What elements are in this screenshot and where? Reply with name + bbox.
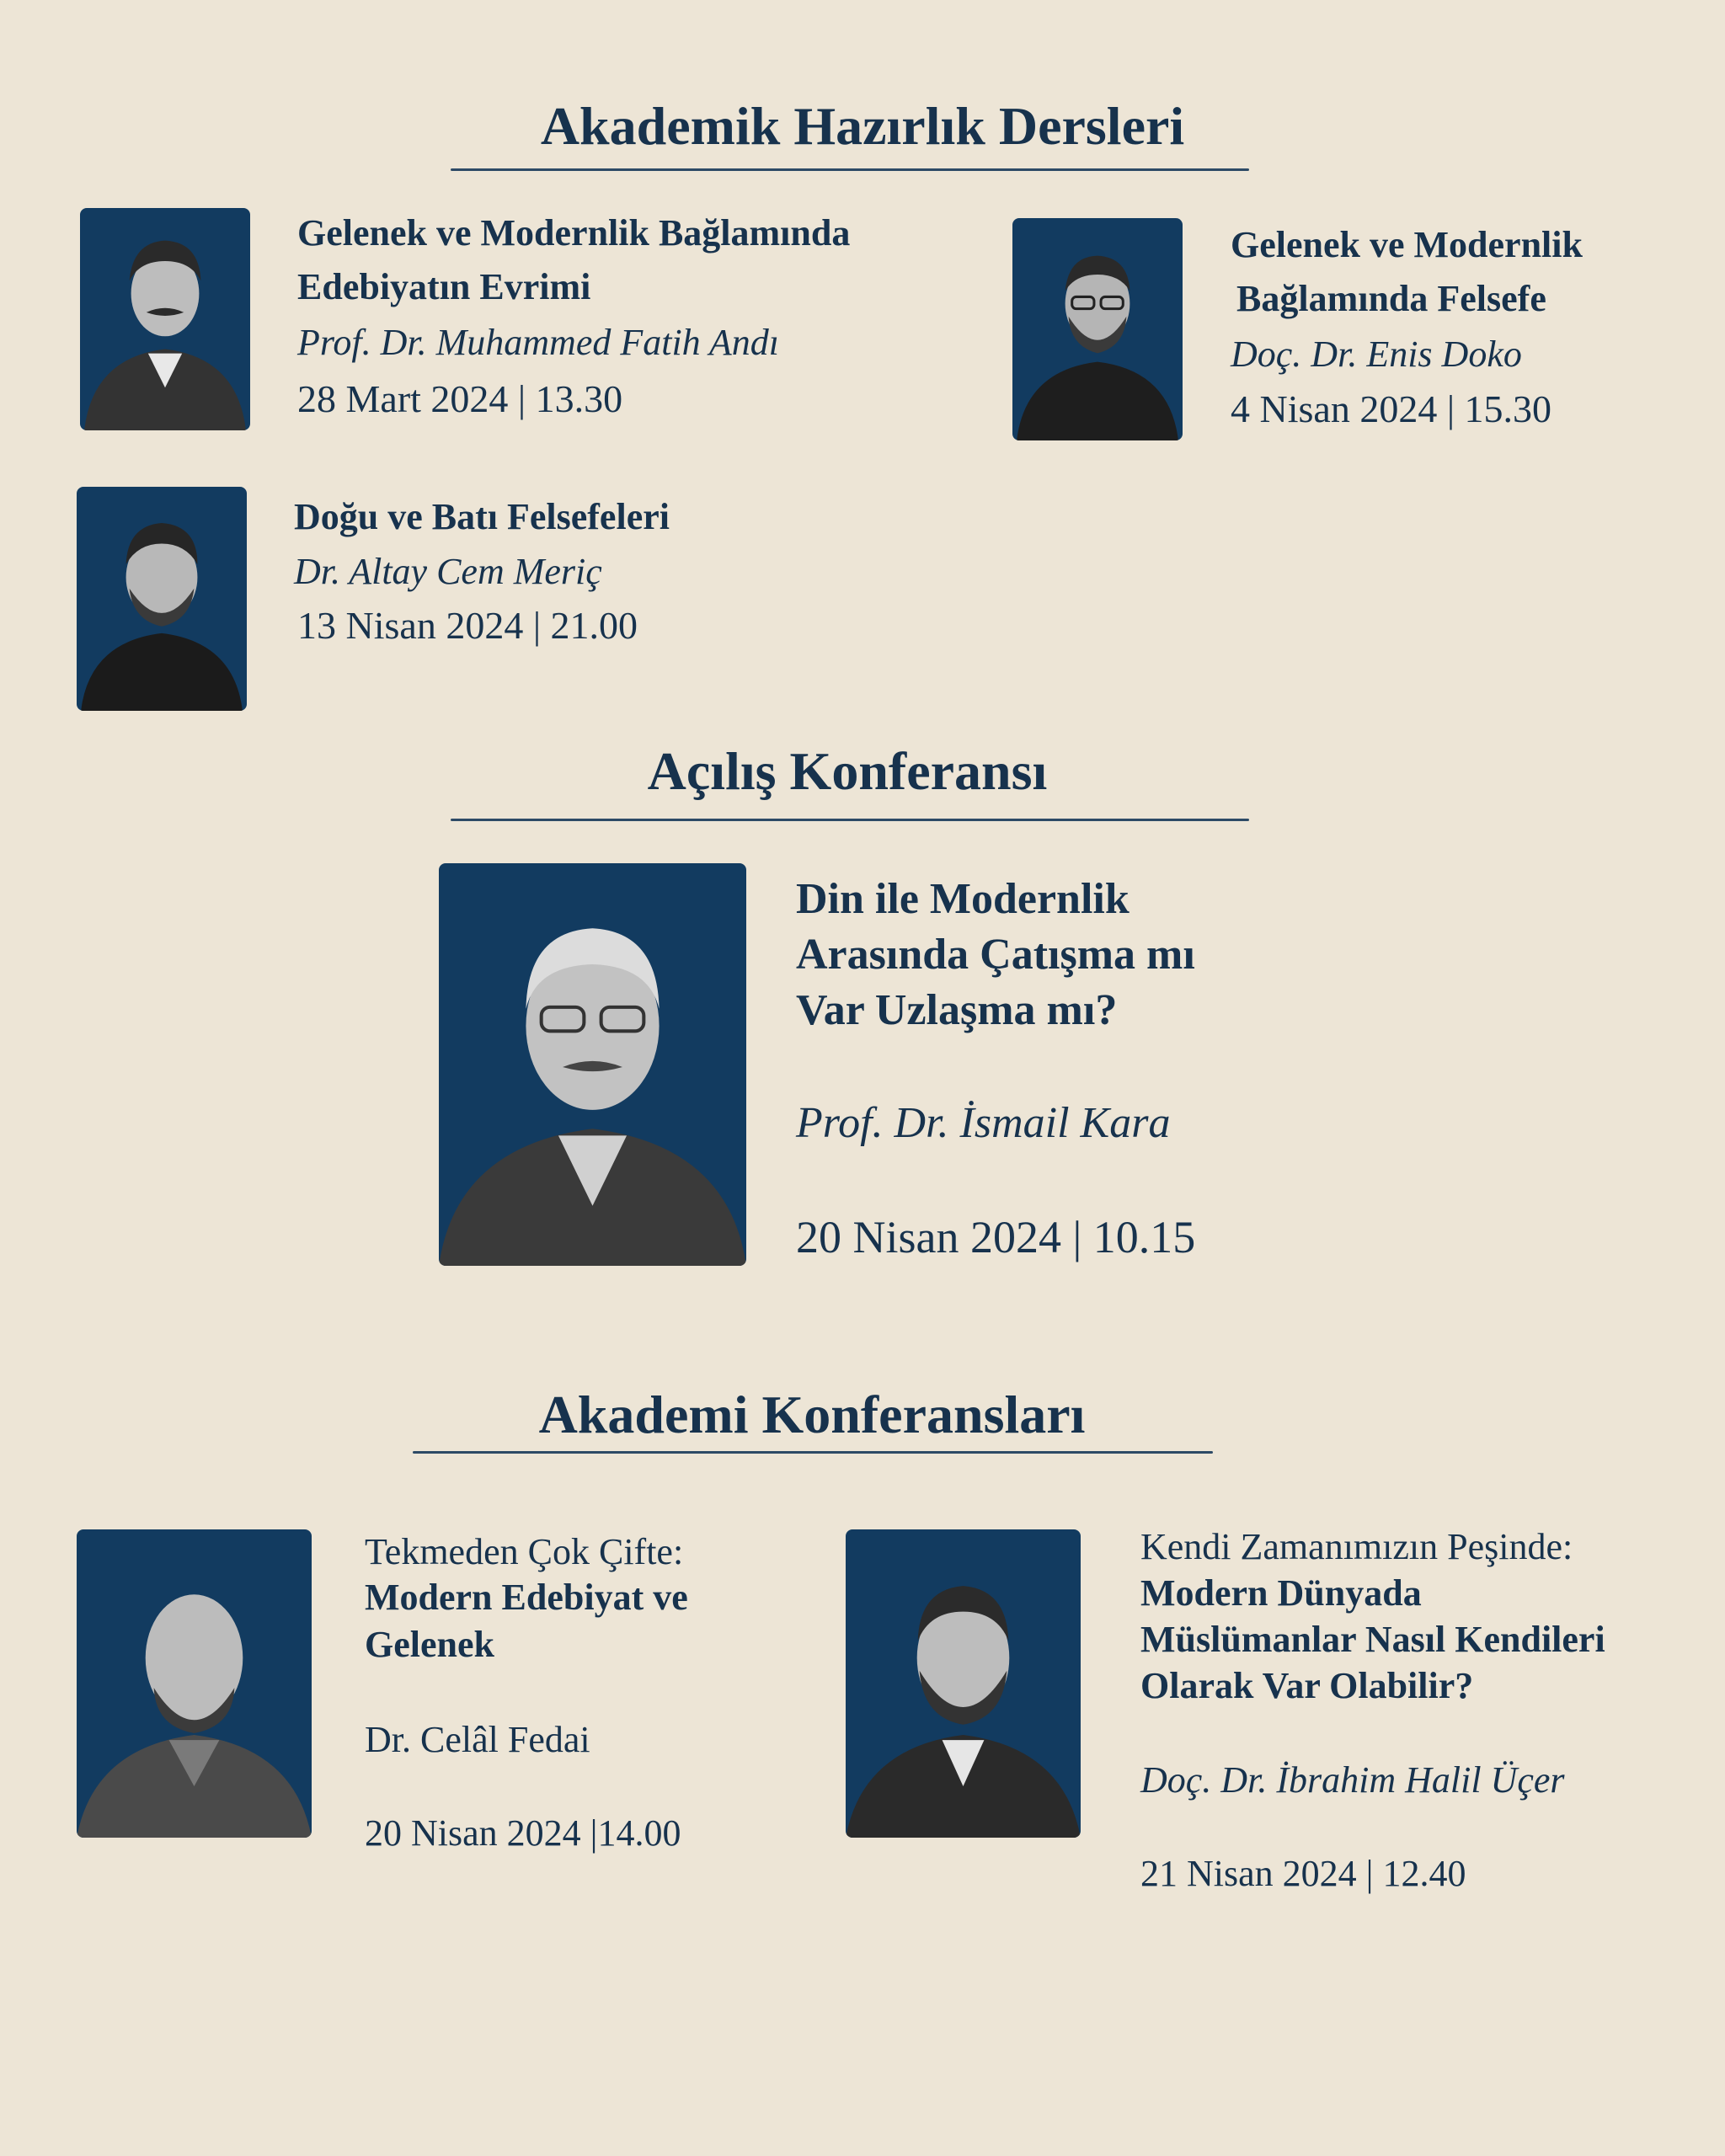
section-divider — [451, 819, 1249, 821]
section-divider — [413, 1451, 1213, 1454]
section-divider — [451, 168, 1249, 171]
speaker-photo-fedai — [77, 1529, 312, 1838]
talk-datetime: 21 Nisan 2024 | 12.40 — [1140, 1853, 1466, 1894]
lecture-title: Edebiyatın Evrimi — [297, 266, 591, 307]
opening-datetime: 20 Nisan 2024 | 10.15 — [796, 1212, 1196, 1262]
talk-speaker: Doç. Dr. İbrahim Halil Üçer — [1140, 1759, 1565, 1801]
lecture-title: Doğu ve Batı Felsefeleri — [294, 496, 670, 537]
talk-title: Müslümanlar Nasıl Kendileri — [1140, 1619, 1605, 1660]
speaker-photo-meric — [77, 487, 247, 711]
talk-subtitle: Tekmeden Çok Çifte: — [365, 1531, 684, 1572]
talk-subtitle: Kendi Zamanımızın Peşinde: — [1140, 1526, 1573, 1567]
speaker-photo-andi — [80, 208, 250, 430]
lecture-speaker: Dr. Altay Cem Meriç — [294, 551, 602, 592]
talk-title: Modern Edebiyat ve — [365, 1577, 688, 1618]
speaker-photo-doko — [1012, 218, 1183, 440]
lecture-datetime: 28 Mart 2024 | 13.30 — [297, 377, 623, 420]
talk-speaker: Dr. Celâl Fedai — [365, 1719, 590, 1760]
talk-datetime: 20 Nisan 2024 |14.00 — [365, 1812, 681, 1854]
talk-title: Modern Dünyada — [1140, 1572, 1422, 1614]
lecture-speaker: Doç. Dr. Enis Doko — [1231, 334, 1522, 375]
opening-title: Var Uzlaşma mı? — [796, 986, 1118, 1034]
lecture-title: Gelenek ve Modernlik — [1231, 224, 1583, 265]
lecture-speaker: Prof. Dr. Muhammed Fatih Andı — [297, 322, 779, 363]
lecture-title: Bağlamında Felsefe — [1236, 278, 1546, 319]
talk-title: Gelenek — [365, 1624, 494, 1665]
lecture-datetime: 4 Nisan 2024 | 15.30 — [1231, 387, 1552, 430]
lecture-datetime: 13 Nisan 2024 | 21.00 — [297, 604, 638, 647]
section-title-prep: Akademik Hazırlık Dersleri — [540, 96, 1185, 156]
speaker-photo-kara — [439, 863, 746, 1266]
section-title-opening: Açılış Konferansı — [647, 741, 1048, 801]
opening-title: Arasında Çatışma mı — [796, 931, 1195, 979]
opening-title: Din ile Modernlik — [796, 875, 1130, 923]
talk-title: Olarak Var Olabilir? — [1140, 1665, 1474, 1706]
speaker-photo-ucer — [846, 1529, 1081, 1838]
section-title-academy: Akademi Konferansları — [538, 1385, 1086, 1444]
opening-speaker: Prof. Dr. İsmail Kara — [796, 1099, 1171, 1147]
lecture-title: Gelenek ve Modernlik Bağlamında — [297, 212, 851, 253]
